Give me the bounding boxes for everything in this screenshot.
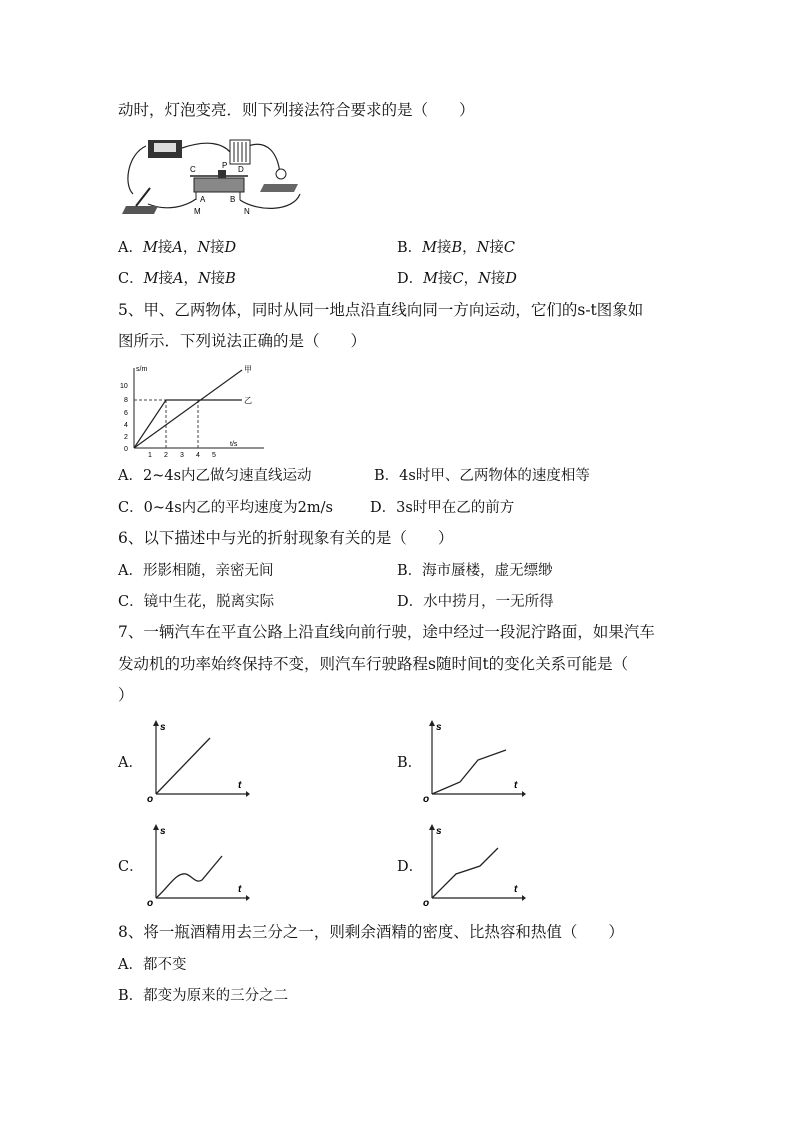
q6-option-c: C．镜中生花，脱离实际 [118, 594, 275, 610]
q5-option-d: D．3s时甲在乙的前方 [370, 500, 515, 516]
q7-option-b-label: B． [397, 755, 423, 771]
q7-stem-line1: 7、一辆汽车在平直公路上沿直线向前行驶，途中经过一段泥泞路面，如果汽车 [118, 623, 655, 641]
xtick-2: 2 [164, 452, 168, 459]
axis-s: s [436, 722, 442, 733]
xlabel: t/s [230, 441, 238, 448]
q6-option-b: B．海市蜃楼，虚无缥缈 [397, 563, 553, 579]
label-B: B [230, 195, 236, 204]
q7-graph-a [146, 718, 250, 804]
ylabel: s/m [136, 366, 148, 373]
axis-t: t [238, 884, 242, 895]
q5-option-b: B．4s时甲、乙两物体的速度相等 [374, 468, 590, 484]
ytick-4: 4 [124, 422, 128, 429]
q5-st-graph [118, 362, 268, 462]
q7-option-a-label: A． [118, 755, 143, 771]
q7-graph-b [422, 718, 526, 804]
q7-option-c-label: C． [118, 859, 144, 875]
axis-o: o [147, 794, 154, 805]
xtick-3: 3 [180, 452, 184, 459]
axis-s: s [160, 722, 166, 733]
q4-option-d: D．M接C，N接D [397, 271, 517, 287]
q7-graph-d [422, 822, 526, 908]
axis-o: o [423, 794, 430, 805]
q4-option-c: C．M接A，N接B [118, 271, 236, 287]
q7-graph-c [146, 822, 250, 908]
ytick-6: 6 [124, 410, 128, 417]
q6-option-d: D．水中捞月，一无所得 [397, 594, 554, 610]
ytick-8: 8 [124, 397, 128, 404]
series-label-jia: 甲 [244, 365, 252, 374]
xtick-4: 4 [196, 452, 200, 459]
ytick-2: 2 [124, 434, 128, 441]
axis-t: t [238, 780, 242, 791]
label-C: C [190, 165, 196, 174]
label-A: A [200, 195, 206, 204]
q7-stem-line2: 发动机的功率始终保持不变，则汽车行驶路程s随时间t的变化关系可能是（ [118, 655, 629, 673]
axis-o: o [147, 898, 154, 909]
axis-t: t [514, 884, 518, 895]
q4-option-b: B．M接B，N接C [397, 240, 515, 256]
q6-option-a: A．形影相随，亲密无间 [118, 563, 274, 579]
series-label-yi: 乙 [244, 396, 252, 405]
q6-stem: 6、以下描述中与光的折射现象有关的是（ ） [118, 529, 454, 547]
q5-option-c: C．0~4s内乙的平均速度为2m/s [118, 500, 333, 516]
axis-t: t [514, 780, 518, 791]
q8-option-b: B．都变为原来的三分之二 [118, 988, 289, 1004]
q4-stem-tail: 动时，灯泡变亮．则下列接法符合要求的是（ ） [118, 101, 475, 119]
axis-o: o [423, 898, 430, 909]
q5-stem-line1: 5、甲、乙两物体，同时从同一地点沿直线向同一方向运动，它们的s-t图象如 [118, 301, 644, 319]
q4-option-a: A．M接A，N接D [118, 240, 237, 256]
q7-option-d-label: D． [397, 859, 424, 875]
xtick-5: 5 [212, 452, 216, 459]
q5-option-a: A．2~4s内乙做匀速直线运动 [118, 468, 312, 484]
ytick-10: 10 [120, 383, 128, 390]
q8-option-a: A．都不变 [118, 957, 187, 973]
label-M: M [194, 207, 201, 216]
q5-stem-line2: 图所示．下列说法正确的是（ ） [118, 332, 367, 350]
axis-s: s [160, 826, 166, 837]
ytick-0: 0 [124, 446, 128, 453]
label-D: D [238, 165, 244, 174]
q7-stem-line3: ） [118, 686, 134, 704]
q8-stem: 8、将一瓶酒精用去三分之一，则剩余酒精的密度、比热容和热值（ ） [118, 923, 624, 941]
q4-circuit-figure [118, 134, 304, 222]
label-N: N [244, 207, 250, 216]
axis-s: s [436, 826, 442, 837]
label-P: P [222, 161, 228, 170]
xtick-1: 1 [148, 452, 152, 459]
